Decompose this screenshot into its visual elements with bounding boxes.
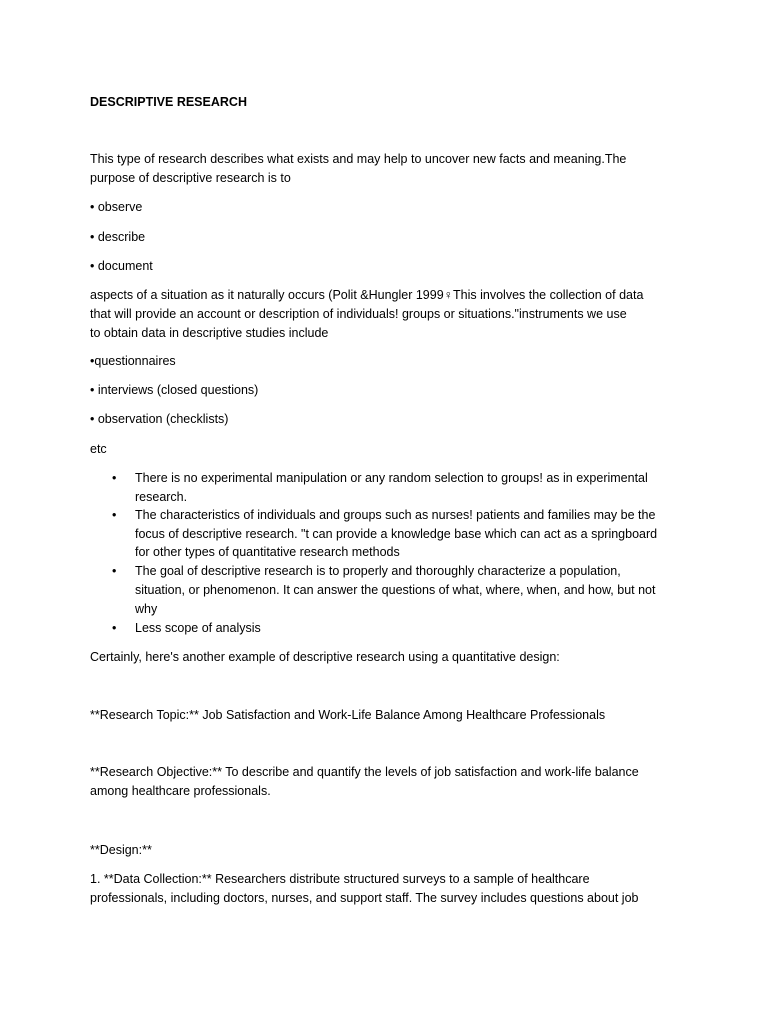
purpose-item-describe: • describe — [90, 230, 146, 244]
purpose-item-document: • document — [90, 259, 153, 273]
bullet-3-line-2: situation, or phenomenon. It can answer the questions of what, where, when, and how, but not — [135, 583, 656, 597]
purpose-item-observe: • observe — [90, 200, 143, 214]
intro-line-2: purpose of descriptive research is to — [90, 171, 291, 185]
bullet-marker-2: • — [112, 508, 117, 522]
bullet-2-line-2: focus of descriptive research. "t can provide a knowledge base which can act as a springboard — [135, 527, 658, 541]
research-objective-line-1: **Research Objective:** To describe and quantify the levels of job satisfaction and work-life balance — [90, 765, 639, 779]
etc-text: etc — [90, 442, 107, 456]
bullet-3-line-1: The goal of descriptive research is to properly and thoroughly characterize a population, — [135, 564, 621, 578]
document-heading: DESCRIPTIVE RESEARCH — [90, 95, 247, 109]
instrument-questionnaires: •questionnaires — [90, 354, 176, 368]
aspects-line-2: that will provide an account or description of individuals! groups or situations."instruments we use — [90, 307, 627, 321]
bullet-marker-3: • — [112, 564, 117, 578]
example-intro: Certainly, here's another example of descriptive research using a quantitative design: — [90, 650, 560, 664]
instrument-observation: • observation (checklists) — [90, 412, 229, 426]
bullet-1-line-1: There is no experimental manipulation or any random selection to groups! as in experimental — [135, 471, 648, 485]
instrument-interviews: • interviews (closed questions) — [90, 383, 259, 397]
bullet-1-line-2: research. — [135, 490, 188, 504]
bullet-marker-1: • — [112, 471, 117, 485]
research-objective-line-2: among healthcare professionals. — [90, 784, 271, 798]
aspects-line-3: to obtain data in descriptive studies include — [90, 326, 329, 340]
data-collection-line-2: professionals, including doctors, nurses, and support staff. The survey includes questions about job — [90, 891, 639, 905]
bullet-3-line-3: why — [135, 602, 158, 616]
bullet-marker-4: • — [112, 621, 117, 635]
bullet-2-line-3: for other types of quantitative research methods — [135, 545, 400, 559]
data-collection-line-1: 1. **Data Collection:** Researchers distribute structured surveys to a sample of healthcare — [90, 872, 590, 886]
design-heading: **Design:** — [90, 843, 152, 857]
aspects-line-1: aspects of a situation as it naturally occurs (Polit &Hungler 1999♀This involves the collection of data — [90, 288, 644, 302]
research-topic: **Research Topic:** Job Satisfaction and Work-Life Balance Among Healthcare Professionals — [90, 708, 606, 722]
bullet-4-line-1: Less scope of analysis — [135, 621, 261, 635]
intro-line-1: This type of research describes what exists and may help to uncover new facts and meaning.The — [90, 152, 627, 166]
bullet-2-line-1: The characteristics of individuals and groups such as nurses! patients and families may be the — [135, 508, 656, 522]
